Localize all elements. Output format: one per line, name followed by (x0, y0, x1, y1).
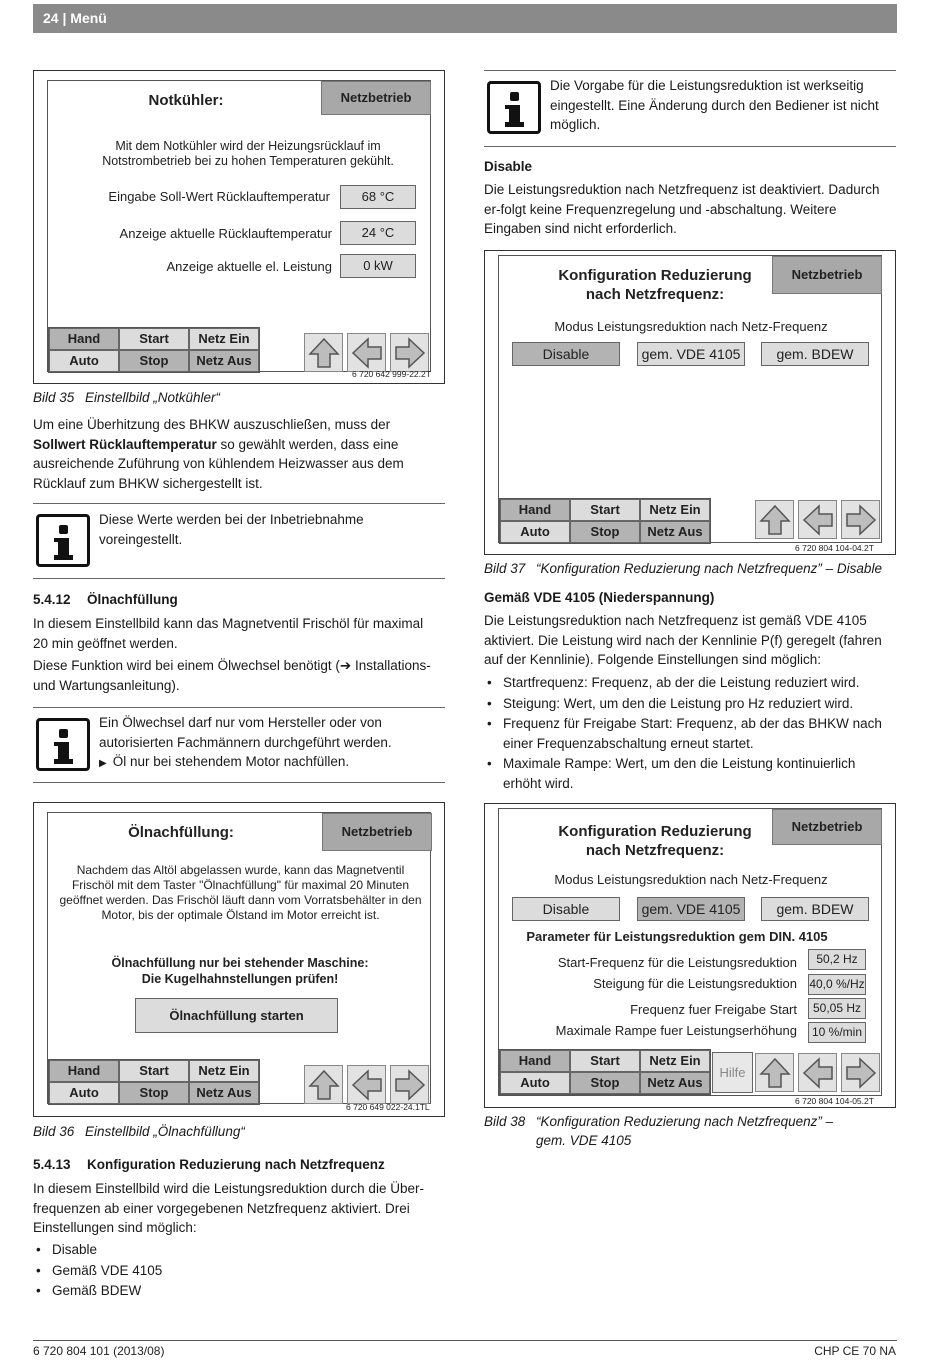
list-item: • Startfrequenz: Frequenz, ab der die Leistung reduziert wird. (484, 673, 896, 693)
current-return-temp: 24 °C (340, 221, 416, 245)
info-box (33, 707, 445, 783)
auto-button[interactable]: Auto (49, 1082, 119, 1104)
nav-arrows (755, 1053, 880, 1092)
netz-ein-button[interactable]: Netz Ein (640, 499, 710, 521)
option-disable-button[interactable]: Disable (512, 897, 620, 921)
screen-title-line-1: Konfiguration Reduzierung (558, 267, 752, 284)
screen-subtitle: Modus Leistungsreduktion nach Netz-Frequenz (554, 319, 828, 334)
figure-config-vde4105 (484, 803, 896, 1108)
list-item: • Gemäß BDEW (33, 1281, 433, 1301)
auto-button[interactable]: Auto (49, 350, 119, 372)
nav-arrows (304, 333, 429, 372)
stop-button[interactable]: Stop (119, 1082, 189, 1104)
paragraph: Die Leistungsreduktion nach Netzfrequenz ist deaktiviert. Dadurch er-folgt keine Frequenzregelung und -abschaltung. Weitere Eingaben sind nicht erforderlich. (484, 182, 880, 236)
list-item: • Maximale Rampe: Wert, um den die Leistung kontinuierlich erhöht wird. (484, 754, 896, 793)
figure-oelnachfuellung (33, 802, 445, 1117)
start-button[interactable]: Start (570, 499, 640, 521)
mode-switch-grid (499, 1049, 711, 1095)
setting-label: Eingabe Soll-Wert Rücklauftemperatur (108, 189, 330, 204)
mode-switch-grid (48, 327, 260, 373)
max-ramp-value[interactable]: 10 %/min (808, 1022, 866, 1043)
option-vde4105-button[interactable]: gem. VDE 4105 (637, 897, 745, 921)
screen-title: Ölnachfüllung: (128, 824, 234, 841)
option-list (33, 1240, 433, 1301)
setpoint-return-temp[interactable]: 68 °C (340, 185, 416, 209)
footer-doc-number: 6 720 804 101 (2013/08) (33, 1344, 165, 1358)
screen-subtitle: Modus Leistungsreduktion nach Netz-Frequenz (554, 872, 828, 887)
info-icon (36, 718, 90, 771)
settings-list (484, 673, 896, 793)
hand-button[interactable]: Hand (49, 1060, 119, 1082)
option-disable-button[interactable]: Disable (512, 342, 620, 366)
right-arrow-icon[interactable] (390, 1065, 429, 1104)
figure-id: 6 720 642 999-22.2T (352, 369, 431, 379)
param-label: Steigung für die Leistungsreduktion (593, 976, 797, 991)
param-label: Frequenz fuer Freigabe Start (630, 1002, 797, 1017)
hand-button[interactable]: Hand (500, 1050, 570, 1072)
paragraph: Die Leistungsreduktion nach Netzfrequenz ist gemäß VDE 4105 aktiviert. Die Leistung wird nach der Kennlinie P(f) geregelt (fahren auf der Kennlinie). Folgende Einstellungen sind möglich: (484, 613, 882, 667)
up-arrow-icon[interactable] (755, 500, 794, 539)
netz-ein-button[interactable]: Netz Ein (189, 328, 259, 350)
hand-button[interactable]: Hand (49, 328, 119, 350)
mode-badge: Netzbetrieb (322, 813, 432, 851)
section-title: Menü (70, 10, 107, 26)
screen-title-line-2: nach Netzfrequenz: (585, 842, 725, 859)
start-button[interactable]: Start (119, 1060, 189, 1082)
screen-description: Mit dem Notkühler wird der Heizungsrücklauf im Notstrombetrieb bei zu hohen Temperaturen gekühlt. (102, 139, 394, 168)
footer-rule (33, 1340, 897, 1341)
paragraph: In diesem Einstellbild kann das Magnetventil Frischöl für maximal 20 min geöffnet werden. (33, 616, 424, 651)
current-el-power: 0 kW (340, 254, 416, 278)
stop-button[interactable]: Stop (570, 1072, 640, 1094)
right-arrow-icon[interactable] (841, 1053, 880, 1092)
mode-badge: Netzbetrieb (772, 809, 882, 845)
option-vde4105-button[interactable]: gem. VDE 4105 (637, 342, 745, 366)
setting-label: Anzeige aktuelle Rücklauftemperatur (119, 226, 332, 241)
mode-switch-grid (499, 498, 711, 544)
figure-id: 6 720 804 104-05.2T (795, 1096, 874, 1106)
param-label: Maximale Rampe fuer Leistungserhöhung (555, 1023, 797, 1038)
figure-id: 6 720 804 104-04.2T (795, 543, 874, 553)
page-number: 24 (43, 10, 59, 26)
left-arrow-icon[interactable] (347, 333, 386, 372)
paragraph: In diesem Einstellbild wird die Leistungsreduktion durch die Über-frequenzen ab einer vorgegebenen Netzfrequenz aktiviert. Drei Einstellungen sind möglich: (33, 1181, 424, 1235)
info-step: ▶ Öl nur bei stehendem Motor nachfüllen. (99, 754, 350, 769)
info-text: Diese Werte werden bei der Inbetriebnahme voreingestellt. (99, 512, 364, 547)
list-item: • Gemäß VDE 4105 (33, 1261, 433, 1281)
left-arrow-icon[interactable] (347, 1065, 386, 1104)
start-button[interactable]: Start (570, 1050, 640, 1072)
figure-caption: Bild 35 Einstellbild „Notkühler“ (33, 390, 221, 405)
release-frequency-value[interactable]: 50,05 Hz (808, 998, 866, 1019)
info-icon (36, 514, 90, 567)
screen-title: Notkühler: (148, 92, 224, 109)
netz-aus-button[interactable]: Netz Aus (189, 1082, 259, 1104)
mode-badge: Netzbetrieb (321, 81, 431, 115)
up-arrow-icon[interactable] (755, 1053, 794, 1092)
start-oil-refill-button[interactable]: Ölnachfüllung starten (135, 998, 338, 1033)
mode-switch-grid (48, 1059, 260, 1105)
screen-panel (498, 255, 882, 543)
info-text: Ein Ölwechsel darf nur vom Hersteller oder von autorisierten Fachmännern durchgeführt werden. (99, 715, 392, 750)
figure-notkuehler (33, 70, 445, 384)
left-arrow-icon[interactable] (798, 1053, 837, 1092)
section-heading: 5.4.13 Konfiguration Reduzierung nach Netzfrequenz (33, 1157, 385, 1172)
setting-label: Anzeige aktuelle el. Leistung (166, 259, 332, 274)
netz-aus-button[interactable]: Netz Aus (640, 1072, 710, 1094)
subheading-vde: Gemäß VDE 4105 (Niederspannung) (484, 590, 715, 605)
figure-caption: Bild 37 “Konfiguration Reduzierung nach Netzfrequenz” – Disable (484, 561, 882, 576)
figure-caption: Bild 38 “Konfiguration Reduzierung nach Netzfrequenz” – gem. VDE 4105 (484, 1114, 834, 1148)
option-bdew-button[interactable]: gem. BDEW (761, 897, 869, 921)
auto-button[interactable]: Auto (500, 521, 570, 543)
page-header: 24 | Menü (33, 4, 897, 33)
nav-arrows (755, 500, 880, 539)
info-icon (487, 81, 541, 134)
gradient-value[interactable]: 40,0 %/Hz (808, 974, 866, 995)
screen-panel (47, 812, 431, 1104)
mode-badge: Netzbetrieb (772, 256, 882, 294)
start-button[interactable]: Start (119, 328, 189, 350)
screen-description: Nachdem das Altöl abgelassen wurde, kann das Magnetventil Frischöl mit dem Taster "Ölnachfüllung" für maximal 20 Minuten geöffnet werden. Das Frischöl läuft dann vom Vorratsbehälter in den Motor, bis der optimale Ölstand im Motor erreicht ist. (59, 863, 422, 922)
screen-title-line-2: nach Netzfrequenz: (585, 286, 725, 303)
paragraph-sollwert: Um eine Überhitzung des BHKW auszuschließen, muss der Sollwert Rücklauftemperatur so gewählt werden, dass eine ausreichende Zuführung von kühlendem Heizwasser aus dem Rücklauf zum BHKW sichergestellt ist. (33, 417, 404, 491)
footer-product: CHP CE 70 NA (814, 1344, 896, 1358)
nav-arrows (304, 1065, 429, 1104)
info-box (484, 70, 896, 147)
up-arrow-icon[interactable] (304, 1065, 343, 1104)
screen-title-line-1: Konfiguration Reduzierung (558, 823, 752, 840)
warning-line-1: Ölnachfüllung nur bei stehender Maschine: (111, 956, 369, 970)
screen-panel (498, 808, 882, 1096)
auto-button[interactable]: Auto (500, 1072, 570, 1094)
list-item: • Steigung: Wert, um den die Leistung pro Hz reduziert wird. (484, 694, 896, 714)
screen-panel (47, 80, 431, 372)
stop-button[interactable]: Stop (570, 521, 640, 543)
figure-config-disable (484, 250, 896, 555)
netz-ein-button[interactable]: Netz Ein (640, 1050, 710, 1072)
figure-caption: Bild 36 Einstellbild „Ölnachfüllung“ (33, 1124, 245, 1139)
hand-button[interactable]: Hand (500, 499, 570, 521)
info-box (33, 503, 445, 579)
section-heading: 5.4.12 Ölnachfüllung (33, 592, 178, 607)
subheading-disable: Disable (484, 159, 533, 174)
figure-id: 6 720 649 022-24.1TL (346, 1102, 430, 1112)
list-item: • Disable (33, 1240, 433, 1260)
param-label: Start-Frequenz für die Leistungsreduktion (557, 955, 797, 970)
right-arrow-icon[interactable] (390, 333, 429, 372)
paragraph: Diese Funktion wird bei einem Ölwechsel benötigt (➔ Installations- und Wartungsanleitung). (33, 658, 431, 693)
stop-button[interactable]: Stop (119, 350, 189, 372)
help-button[interactable]: Hilfe (712, 1052, 753, 1093)
netz-ein-button[interactable]: Netz Ein (189, 1060, 259, 1082)
right-arrow-icon[interactable] (841, 500, 880, 539)
left-arrow-icon[interactable] (798, 500, 837, 539)
netz-aus-button[interactable]: Netz Aus (640, 521, 710, 543)
up-arrow-icon[interactable] (304, 333, 343, 372)
parameters-heading: Parameter für Leistungsreduktion gem DIN. 4105 (526, 929, 828, 944)
info-text: Die Vorgabe für die Leistungsreduktion ist werkseitig eingestellt. Eine Änderung durch den Bediener ist nicht möglich. (550, 78, 879, 132)
netz-aus-button[interactable]: Netz Aus (189, 350, 259, 372)
option-bdew-button[interactable]: gem. BDEW (761, 342, 869, 366)
list-item: • Frequenz für Freigabe Start: Frequenz, ab der das BHKW nach einer Frequenzabschaltung erneut startet. (484, 714, 896, 753)
start-frequency-value[interactable]: 50,2 Hz (808, 949, 866, 970)
warning-line-2: Die Kugelhahnstellungen prüfen! (141, 972, 339, 986)
step-arrow-icon: ▶ (99, 758, 107, 769)
